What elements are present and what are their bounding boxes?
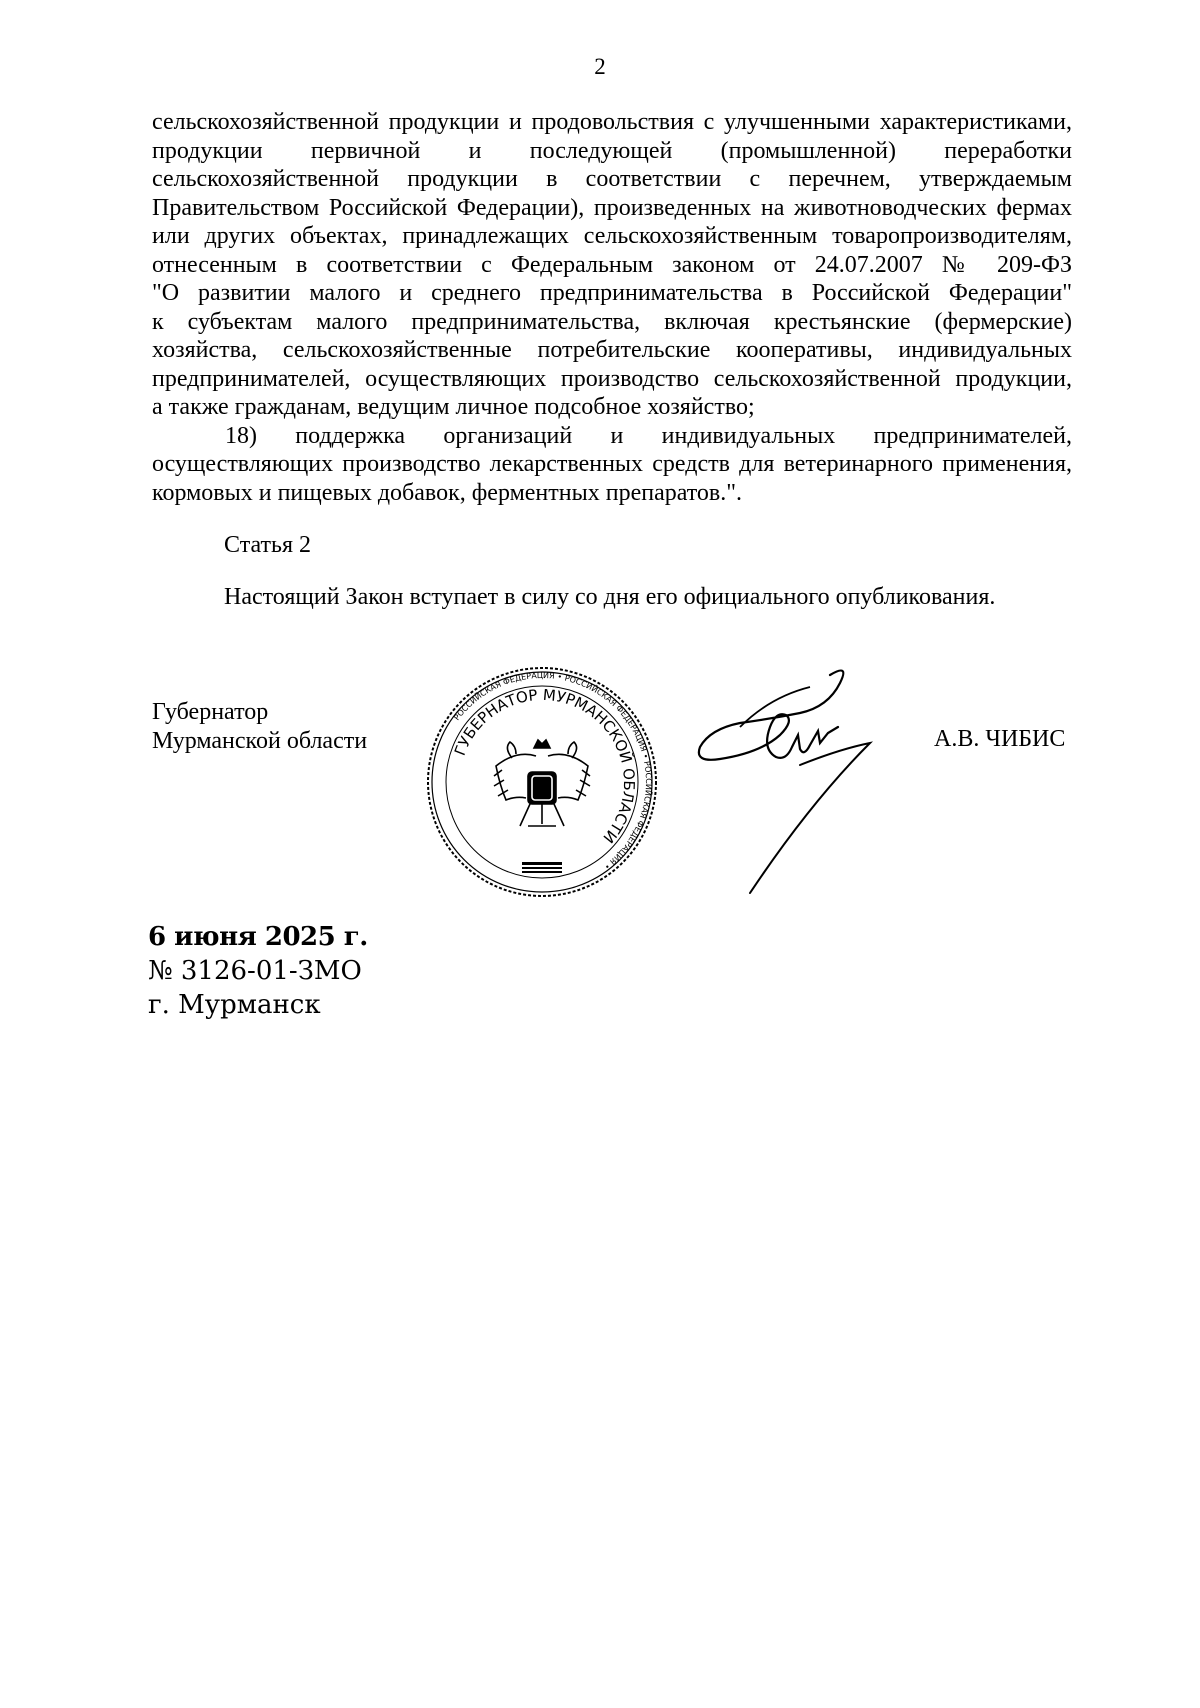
paragraph-line: осуществляющих производство лекарственных средств для ветеринарного применения,	[152, 451, 1072, 477]
paragraph-line: предпринимателей, осуществляющих производство сельскохозяйственной продукции,	[152, 365, 1072, 392]
signing-date: 6 июня 2025 г.	[148, 922, 368, 952]
handwritten-signature-icon	[680, 655, 920, 915]
official-seal-icon	[424, 664, 660, 900]
paragraph-line: а также гражданам, ведущим личное подсобное хозяйство;	[152, 394, 755, 420]
article-2-text: Настоящий Закон вступает в силу со дня его официального опубликования.	[224, 584, 996, 610]
paragraph-line: сельскохозяйственной продукции и продовольствия с улучшенными характеристиками,	[152, 109, 1072, 135]
position-line-2: Мурманской области	[152, 728, 368, 754]
signing-city: г. Мурманск	[148, 990, 321, 1020]
paragraph-line: к субъектам малого предпринимательства, включая крестьянские (фермерские)	[152, 308, 1072, 335]
paragraph-line: сельскохозяйственной продукции в соответствии с перечнем, утверждаемым	[152, 166, 1072, 192]
article-2-title: Статья 2	[224, 532, 311, 558]
paragraph-line: отнесенным в соответствии с Федеральным законом от 24.07.2007 № 209-ФЗ	[152, 251, 1072, 278]
seal-main-text: ГУБЕРНАТОР МУРМАНСКОЙ ОБЛАСТИ	[450, 685, 639, 847]
paragraph-line: 18) поддержка организаций и индивидуальных предпринимателей,	[225, 422, 1072, 449]
position-line-1: Губернатор	[152, 699, 269, 725]
article-1-continuation	[152, 108, 1072, 507]
paragraph-line: кормовых и пищевых добавок, ферментных препаратов.".	[152, 479, 743, 506]
registration-stamp	[148, 920, 368, 1022]
law-number: № 3126-01-ЗМО	[148, 956, 362, 986]
paragraph-line: продукции первичной и последующей (промышленной) переработки	[152, 137, 1072, 164]
paragraph-line: хозяйства, сельскохозяйственные потребительские кооперативы, индивидуальных	[152, 337, 1072, 363]
paragraph-line: Правительством Российской Федерации), произведенных на животноводческих фермах	[152, 194, 1072, 221]
paragraph-line: "О развитии малого и среднего предпринимательства в Российской Федерации"	[152, 280, 1072, 306]
paragraph-line: или других объектах, принадлежащих сельскохозяйственным товаропроизводителям,	[152, 223, 1072, 249]
signatory-name: А.В. ЧИБИС	[934, 726, 1066, 752]
signatory-position	[152, 698, 367, 756]
page-number: 2	[594, 54, 606, 79]
seal-outer-text: РОССИЙСКАЯ ФЕДЕРАЦИЯ • РОССИЙСКАЯ ФЕДЕРАЦИЯ • РОССИЙСКАЯ ФЕДЕРАЦИЯ •	[452, 670, 654, 872]
